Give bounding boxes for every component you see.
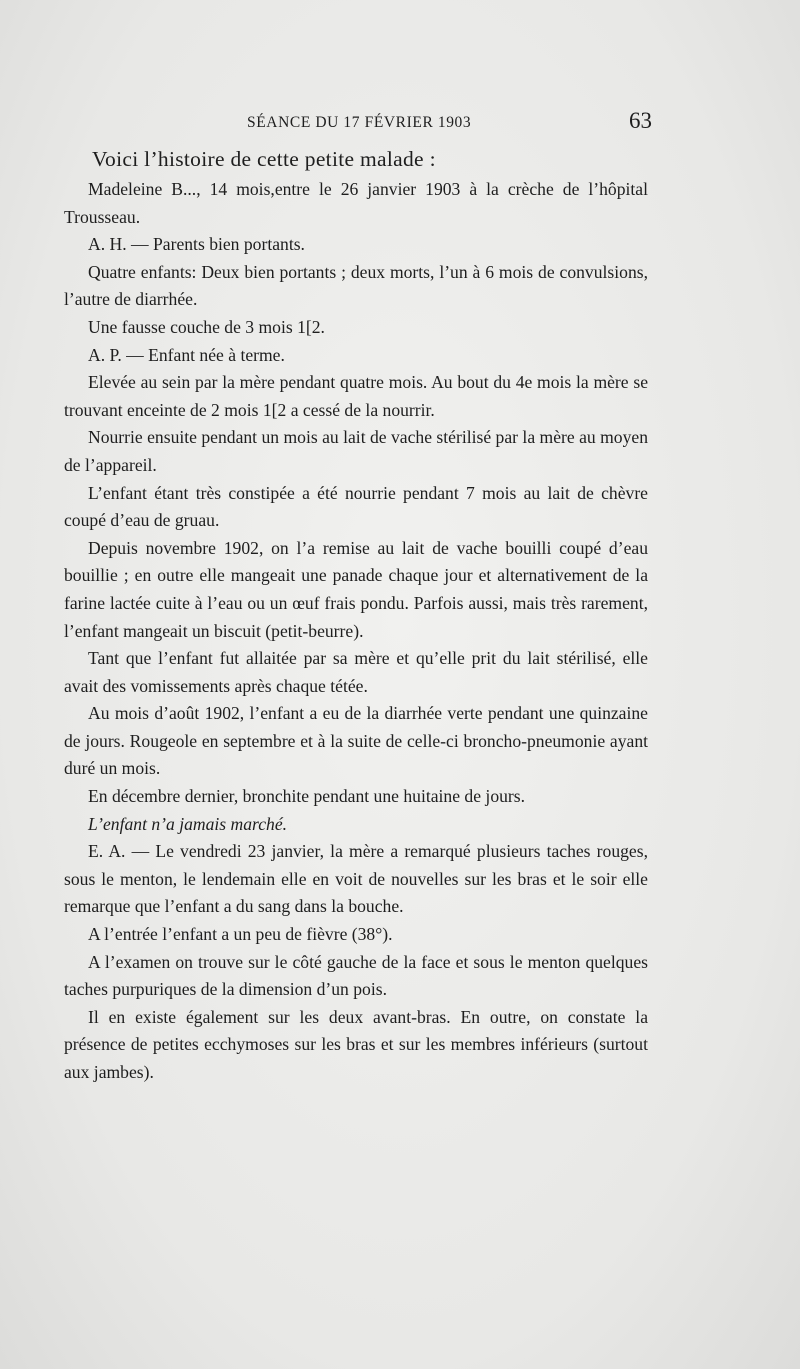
body-text bbox=[64, 176, 648, 1087]
paragraph: E. A. — Le vendredi 23 janvier, la mère a remarqué plusieurs taches rouges, sous le menton, le lendemain elle en voit de nouvelles sur les bras et le soir elle remarque que l’enfant a du sang dans la bouche. bbox=[64, 841, 648, 917]
intro-line: Voici l’histoire de cette petite malade : bbox=[92, 147, 436, 171]
paragraph: Tant que l’enfant fut allaitée par sa mère et qu’elle prit du lait stérilisé, elle avait des vomissements après chaque tétée. bbox=[64, 648, 648, 696]
paragraph: A. H. — Parents bien portants. bbox=[88, 234, 305, 255]
paragraph: A. P. — Enfant née à terme. bbox=[88, 344, 285, 365]
paragraph: L’enfant étant très constipée a été nourrie pendant 7 mois au lait de chèvre coupé d’eau de gruau. bbox=[64, 482, 648, 531]
paragraph: Elevée au sein par la mère pendant quatre mois. Au bout du 4e mois la mère se trouvant enceinte de 2 mois 1[2 a cessé de la nourrir. bbox=[64, 372, 648, 420]
page-number: 63 bbox=[629, 108, 652, 133]
paragraph-italic bbox=[64, 811, 648, 839]
paragraph: Quatre enfants: Deux bien portants ; deux morts, l’un à 6 mois de convulsions, l’autre de diarrhée. bbox=[64, 261, 648, 310]
page-header bbox=[0, 108, 800, 138]
paragraph: Depuis novembre 1902, on l’a remise au lait de vache bouilli coupé d’eau bouillie ; en outre elle mangeait une panade chaque jour et alternativement de la farine lactée cuite à l’eau ou un œuf frais pondu. Parfois aussi, mais très rarement, l’enfant mangeait un biscuit (petit-beurre). bbox=[64, 537, 648, 641]
paragraph: Nourrie ensuite pendant un mois au lait de vache stérilisé par la mère au moyen de l’appareil. bbox=[64, 427, 648, 475]
running-head: SÉANCE DU 17 FÉVRIER 1903 bbox=[247, 114, 472, 131]
paragraph: En décembre dernier, bronchite pendant une huitaine de jours. bbox=[88, 786, 526, 807]
paragraph: Une fausse couche de 3 mois 1[2. bbox=[88, 316, 325, 337]
paragraph: Madeleine B..., 14 mois,entre le 26 janvier 1903 à la crèche de l’hôpital Trousseau. bbox=[64, 179, 648, 227]
paragraph: A l’examen on trouve sur le côté gauche de la face et sous le menton quelques taches purpuriques de la dimension d’un pois. bbox=[64, 951, 648, 1000]
paragraph: Il en existe également sur les deux avant-bras. En outre, on constate la présence de petites ecchymoses sur les bras et sur les membres inférieurs (surtout aux jambes). bbox=[64, 1006, 648, 1082]
italic-note: L’enfant n’a jamais marché. bbox=[88, 813, 288, 834]
paragraph: Au mois d’août 1902, l’enfant a eu de la diarrhée verte pendant une quinzaine de jours. Rougeole en septembre et à la suite de celle-ci broncho-pneumonie ayant duré un mois. bbox=[64, 703, 648, 779]
paragraph: A l’entrée l’enfant a un peu de fièvre (38°). bbox=[88, 924, 393, 945]
